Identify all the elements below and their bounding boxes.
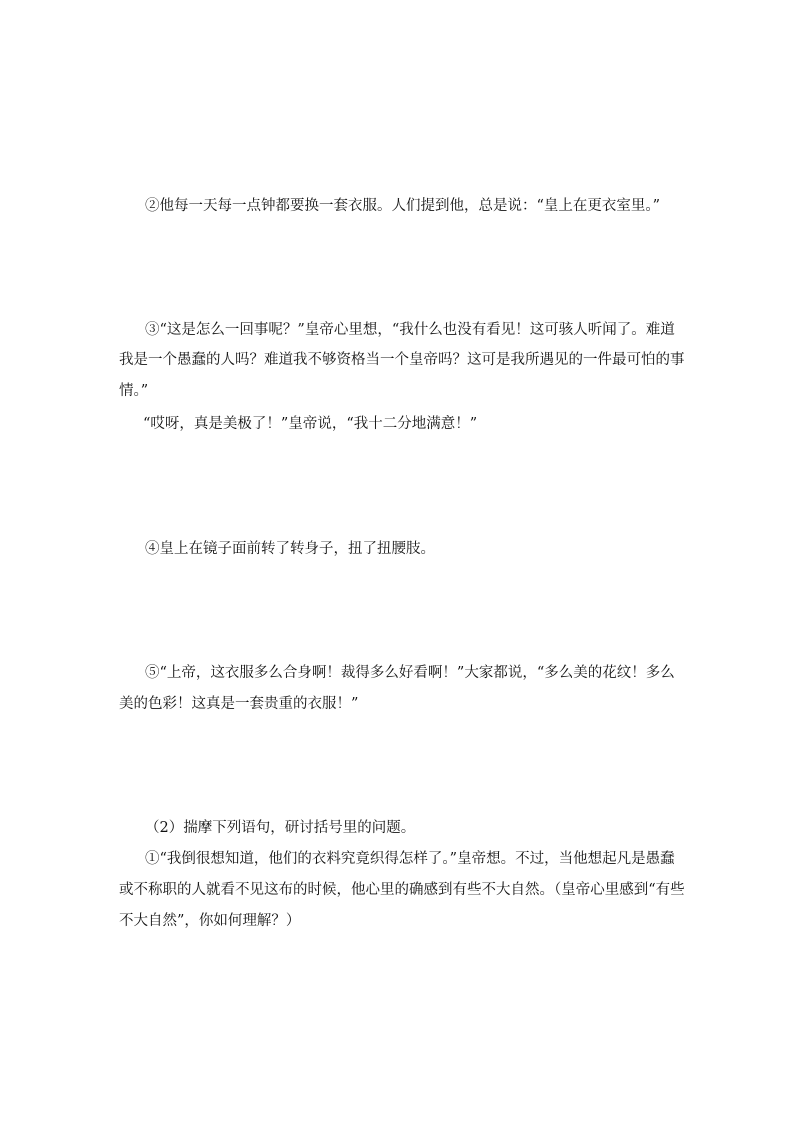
question-2-line-2: 或不称职的人就看不见这布的时候，他心里的确感到有些不大自然。（皇帝心里感到“有些 [119, 882, 685, 898]
paragraph-3-line-3: 情。” [119, 383, 149, 399]
paragraph-3-line-1: ③“这是怎么一回事呢？”皇帝心里想，“我什么也没有看见！这可骇人听闻了。难道 [145, 322, 675, 338]
paragraph-5-line-2: 美的色彩！这真是一套贵重的衣服！” [119, 696, 359, 712]
paragraph-4-line-1: ④皇上在镜子面前转了转身子，扭了扭腰肢。 [145, 541, 435, 557]
paragraph-3-line-2: 我是一个愚蠢的人吗？难道我不够资格当一个皇帝吗？这可是我所遇见的一件最可怕的事 [119, 352, 685, 368]
question-2-line-1: ①“我倒很想知道，他们的衣料究竟织得怎样了。”皇帝想。不过，当他想起凡是愚蠢 [145, 851, 675, 867]
paragraph-3-line-4: “哎呀，真是美极了！”皇帝说，“我十二分地满意！” [143, 416, 478, 432]
question-2-heading: （2）揣摩下列语句，研讨括号里的问题。 [145, 820, 416, 836]
paragraph-5-line-1: ⑤“上帝，这衣服多么合身啊！裁得多么好看啊！”大家都说，“多么美的花纹！多么 [145, 665, 675, 681]
paragraph-2-line-1: ②他每一天每一点钟都要换一套衣服。人们提到他，总是说：“皇上在更衣室里。” [145, 198, 661, 214]
question-2-line-3: 不大自然”，你如何理解？） [119, 913, 301, 929]
